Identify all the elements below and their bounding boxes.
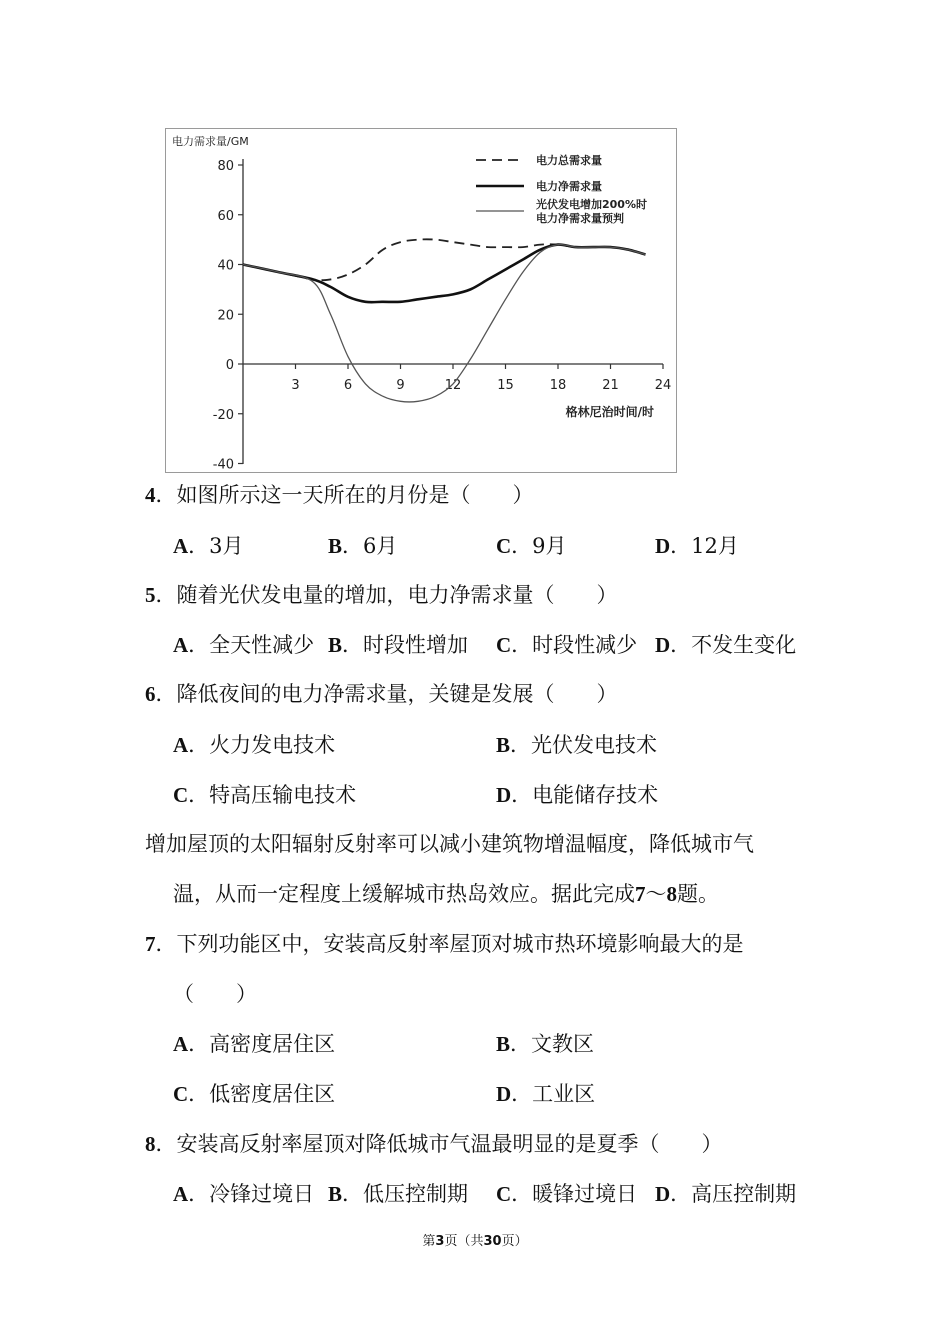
passage-line-2 [173,880,719,908]
range-start: 7 [635,882,646,906]
option-6c[interactable]: C．特高压输电技术 [173,783,357,807]
option-text: 电能储存技术 [532,783,659,807]
question-number: 6 [145,682,156,706]
x-axis-label: 格林尼治时间/时 [565,405,654,419]
option-text: 时段性减少 [532,633,638,657]
y-tick-label: 0 [225,358,234,373]
x-tick-label: 9 [396,378,405,393]
question-number: 5 [145,583,156,607]
page-footer [0,1230,950,1249]
y-tick-label: 20 [217,308,234,324]
y-tick-label: 40 [217,258,234,274]
option-letter: C [496,633,512,657]
option-letter: A [173,534,189,558]
option-5a[interactable]: A．全天性减少 [173,633,315,657]
question-stem: 下列功能区中，安装高反射率屋顶对城市热环境影响最大的是 [176,932,744,956]
option-8b[interactable]: B．低压控制期 [328,1182,469,1206]
series-net-demand-line [243,245,646,303]
option-8a[interactable]: A．冷锋过境日 [173,1182,315,1206]
legend-label: 电力净需求量预判 [536,212,624,225]
question-stem: 降低夜间的电力净需求量，关键是发展（ ） [176,682,618,706]
passage-line-1: 增加屋顶的太阳辐射反射率可以减小建筑物增温幅度，降低城市气 [145,832,754,856]
option-text: 6月 [363,534,398,558]
y-tick-label: 60 [217,208,234,224]
option-text: 高压控制期 [691,1182,797,1206]
option-text: 特高压输电技术 [209,783,357,807]
x-tick-label: 3 [291,378,300,393]
option-text: 光伏发电技术 [531,733,658,757]
option-6b[interactable]: B．光伏发电技术 [496,733,658,757]
question-4: 4．如图所示这一天所在的月份是（ ） [145,483,534,507]
option-4a[interactable]: A．3月 [173,534,244,558]
option-letter: D [496,1082,512,1106]
x-tick-label: 21 [602,378,619,393]
footer-text: 页） [501,1234,528,1249]
option-text: 时段性增加 [363,633,469,657]
question-number: 7 [145,932,156,956]
question-stem: 随着光伏发电量的增加，电力净需求量（ ） [176,583,618,607]
option-letter: A [173,733,189,757]
legend-label: 电力总需求量 [536,154,602,167]
chart-canvas [166,129,676,472]
y-tick-label: -40 [212,457,234,472]
option-6d[interactable]: D．电能储存技术 [496,783,659,807]
option-text: 低密度居住区 [209,1082,336,1106]
option-4c[interactable]: C．9月 [496,534,567,558]
option-text: 文教区 [531,1032,595,1056]
legend-label: 光伏发电增加200%时 [536,198,647,211]
option-letter: B [328,534,343,558]
legend-label: 电力净需求量 [536,180,602,193]
question-5: 5．随着光伏发电量的增加，电力净需求量（ ） [145,583,618,607]
option-letter: D [655,1182,671,1206]
x-tick-label: 6 [343,378,353,393]
option-7a[interactable]: A．高密度居住区 [173,1032,336,1056]
footer-text: 页（共 [444,1234,484,1249]
option-letter: D [655,534,671,558]
y-tick-label: 80 [217,159,234,174]
option-text: 工业区 [532,1082,596,1106]
option-text: 9月 [532,534,567,558]
option-8c[interactable]: C．暖锋过境日 [496,1182,638,1206]
option-text: 火力发电技术 [209,733,336,757]
option-letter: B [328,1182,343,1206]
x-tick-label: 18 [549,378,567,393]
option-text: 冷锋过境日 [209,1182,315,1206]
option-8d[interactable]: D．高压控制期 [655,1182,797,1206]
passage-text: 温，从而一定程度上缓解城市热岛效应。据此完成 [173,882,635,906]
question-stem: 如图所示这一天所在的月份是（ ） [176,483,534,507]
range-end: 8 [666,882,677,906]
option-text: 全天性减少 [209,633,315,657]
demand-chart [165,128,677,473]
option-letter: C [496,1182,512,1206]
page-number: 3 [435,1234,445,1249]
option-6a[interactable]: A．火力发电技术 [173,733,336,757]
question-7: 7．下列功能区中，安装高反射率屋顶对城市热环境影响最大的是 [145,932,744,956]
option-letter: A [173,1182,189,1206]
option-5b[interactable]: B．时段性增加 [328,633,469,657]
option-7b[interactable]: B．文教区 [496,1032,595,1056]
question-stem: 安装高反射率屋顶对降低城市气温最明显的是夏季（ ） [176,1132,723,1156]
question-6: 6．降低夜间的电力净需求量，关键是发展（ ） [145,682,618,706]
series-total-demand-line [243,239,646,280]
x-tick-label: 24 [654,378,672,393]
option-letter: A [173,633,189,657]
option-4d[interactable]: D．12月 [655,534,739,558]
question-7-blank: （ ） [173,982,257,1006]
option-text: 暖锋过境日 [532,1182,638,1206]
footer-text: 第 [422,1234,436,1249]
option-7d[interactable]: D．工业区 [496,1082,596,1106]
option-text: 低压控制期 [363,1182,469,1206]
option-5d[interactable]: D．不发生变化 [655,633,797,657]
option-letter: C [496,534,512,558]
range-sep: ～ [645,882,667,906]
option-text: 3月 [209,534,244,558]
page-total: 30 [483,1234,502,1249]
passage-text: 题。 [677,882,719,906]
question-number: 4 [145,483,156,507]
option-4b[interactable]: B．6月 [328,534,398,558]
option-text: 不发生变化 [691,633,797,657]
y-tick-label: -20 [212,407,234,423]
x-tick-label: 15 [497,378,514,393]
option-letter: D [496,783,512,807]
option-letter: B [496,1032,511,1056]
option-letter: A [173,1032,189,1056]
option-letter: C [173,1082,189,1106]
option-text: 高密度居住区 [209,1032,336,1056]
option-5c[interactable]: C．时段性减少 [496,633,638,657]
y-axis-label: 电力需求量/GM [172,135,249,148]
x-tick-label: 12 [444,378,462,393]
question-8: 8．安装高反射率屋顶对降低城市气温最明显的是夏季（ ） [145,1132,723,1156]
option-text: 12月 [691,534,739,558]
option-7c[interactable]: C．低密度居住区 [173,1082,336,1106]
option-letter: C [173,783,189,807]
option-letter: B [328,633,343,657]
option-letter: D [655,633,671,657]
question-number: 8 [145,1132,156,1156]
option-letter: B [496,733,511,757]
